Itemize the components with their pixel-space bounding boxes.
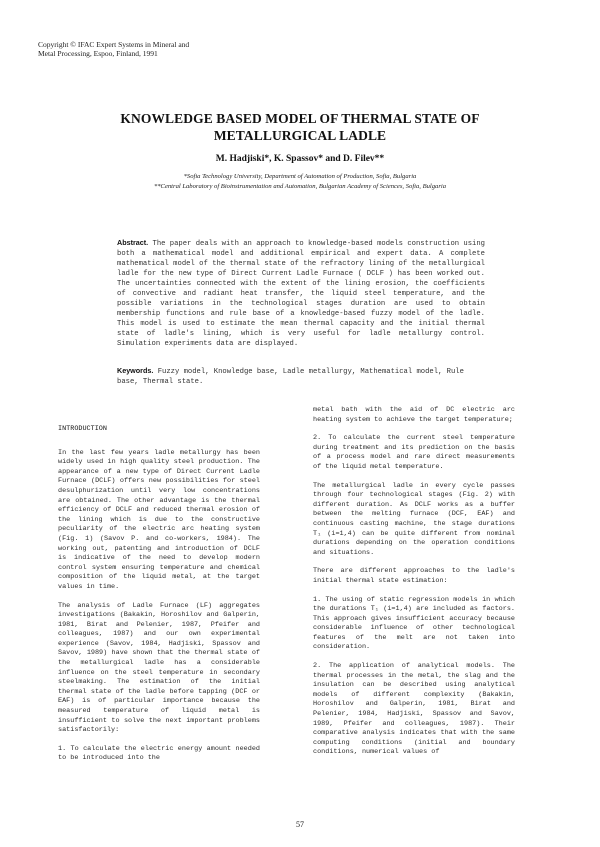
affiliation-1: *Sofia Technology University, Department of Automation of Production, Sofia, Bulgaria — [183, 173, 417, 180]
keywords-label: Keywords. — [117, 366, 154, 375]
keywords — [117, 366, 485, 388]
abstract — [117, 238, 485, 349]
title-line-2: METALLURGICAL LADLE — [213, 128, 387, 143]
paragraph: 2. The application of analytical models. The thermal processes in the metal, the slag and the insulation can be described using analytical models of different complexity (Bakakin, Horoshilov and Galperin, 1981, Birat and Pelenier, 1984, Hadjiski, Spassov and Savov, 1989, Pfeifer and colleagues, 1987). Their comparative analysis indicates that with the same computing conditions (initial and boundary conditions, numerical values of — [313, 662, 515, 757]
paper-title — [0, 110, 600, 144]
keywords-text: Fuzzy model, Knowledge base, Ladle metallurgy, Mathematical model, Rule base, Thermal state. — [117, 368, 464, 386]
copyright-line-1: Copyright © IFAC Expert Systems in Mineral and — [38, 40, 190, 49]
paragraph: The metallurgical ladle in every cycle passes through four technological stages (Fig. 2) with different duration. As DCLF works as a buffer between the melting furnace (DCF, EAF) and continuous casting machine, the stage durations T₁ (i=1,4) can be quite different from nominal durations depending on the operation conditions and situations. — [313, 481, 515, 557]
authors: M. Hadjiski*, K. Spassov* and D. Filev** — [215, 154, 385, 164]
page-number: 57 — [296, 820, 304, 829]
affiliation-2: **Central Laboratory of Bioinstrumentation and Automation, Bulgarian Academy of Sciences, Sofia, Bulgaria — [153, 183, 447, 190]
title-line-1: KNOWLEDGE BASED MODEL OF THERMAL STATE OF — [120, 111, 480, 126]
right-column — [313, 406, 515, 767]
left-column — [58, 425, 260, 773]
paragraph: 1. To calculate the electric energy amount needed to be introduced into the — [58, 744, 260, 763]
paragraph: metal bath with the aid of DC electric arc heating system to achieve the target temperature; — [313, 406, 515, 424]
paragraph: In the last few years ladle metallurgy has been widely used in high quality steel production. The appearance of a new type of Direct Current Ladle Furnace (DCLF) offers new possibilities for steel desulphurization until very low concentrations are obtained. The other advantage is the thermal efficiency of DCLF and reduced thermal erosion of the lining which is due to the constructive peculiarity of the electric arc heating system (Fig. 1) (Savov P. and co-workers, 1984). The working out, patenting and introduction of DCLF is indicative of the need to develop modern control system ensuring temperature and chemical composition of the liquid metal, at the target values in time. — [58, 448, 260, 591]
paragraph: 1. The using of static regression models in which the durations T₁ (i=1,4) are included as factors. This approach gives insufficient accuracy because considerable influence of other technological features of the melt are not taken into consideration. — [313, 595, 515, 652]
copyright-notice — [38, 40, 189, 58]
paragraph: 2. To calculate the current steel temperature during treatment and its prediction on the basis of a process model and rare direct measurements of the liquid metal temperature. — [313, 434, 515, 471]
abstract-text: The paper deals with an approach to knowledge-based models construction using both a mathematical model and additional empirical and expert data. A complete mathematical model of the thermal state of the refractory lining of the metallurgical ladle for the new type of Direct Current Ladle Furnace ( DCLF ) has been worked out. The uncertainties connected with the extent of the lining erosion, the coefficients of convective and radiant heat transfer, the liquid steel temperature, and the possible variations in the technological stages duration are used to obtain membership functions and rule base of a knowledge-based fuzzy model of the ladle. This model is used to estimate the mean thermal capacity and the initial thermal state of ladle's lining, which is very useful for ladle metallurgy control. Simulation experiments data are displayed. — [117, 240, 485, 348]
paragraph: There are different approaches to the ladle's initial thermal state estimation: — [313, 567, 515, 585]
paragraph: The analysis of Ladle Furnace (LF) aggregates investigations (Bakakin, Horoshilov and Galperin, 1981, Birat and Pelenier, 1987, Pfeifer and colleagues, 1987) and our own experimental experience (Savov, 1984, Hadjiski, Spassov and Savov, 1989) have shown that the thermal state of the metallurgical ladle has a considerable influence on the steel temperature in secondary steelmaking. The estimation of the initial thermal state of the ladle before tapping (DCF or EAF) is of particular importance because the measured temperature of liquid metal is insufficient to solve the next important problems satisfactorily: — [58, 601, 260, 735]
abstract-label: Abstract. — [117, 238, 149, 247]
copyright-line-2: Metal Processing, Espoo, Finland, 1991 — [38, 49, 158, 58]
section-heading-introduction: INTRODUCTION — [58, 425, 107, 433]
